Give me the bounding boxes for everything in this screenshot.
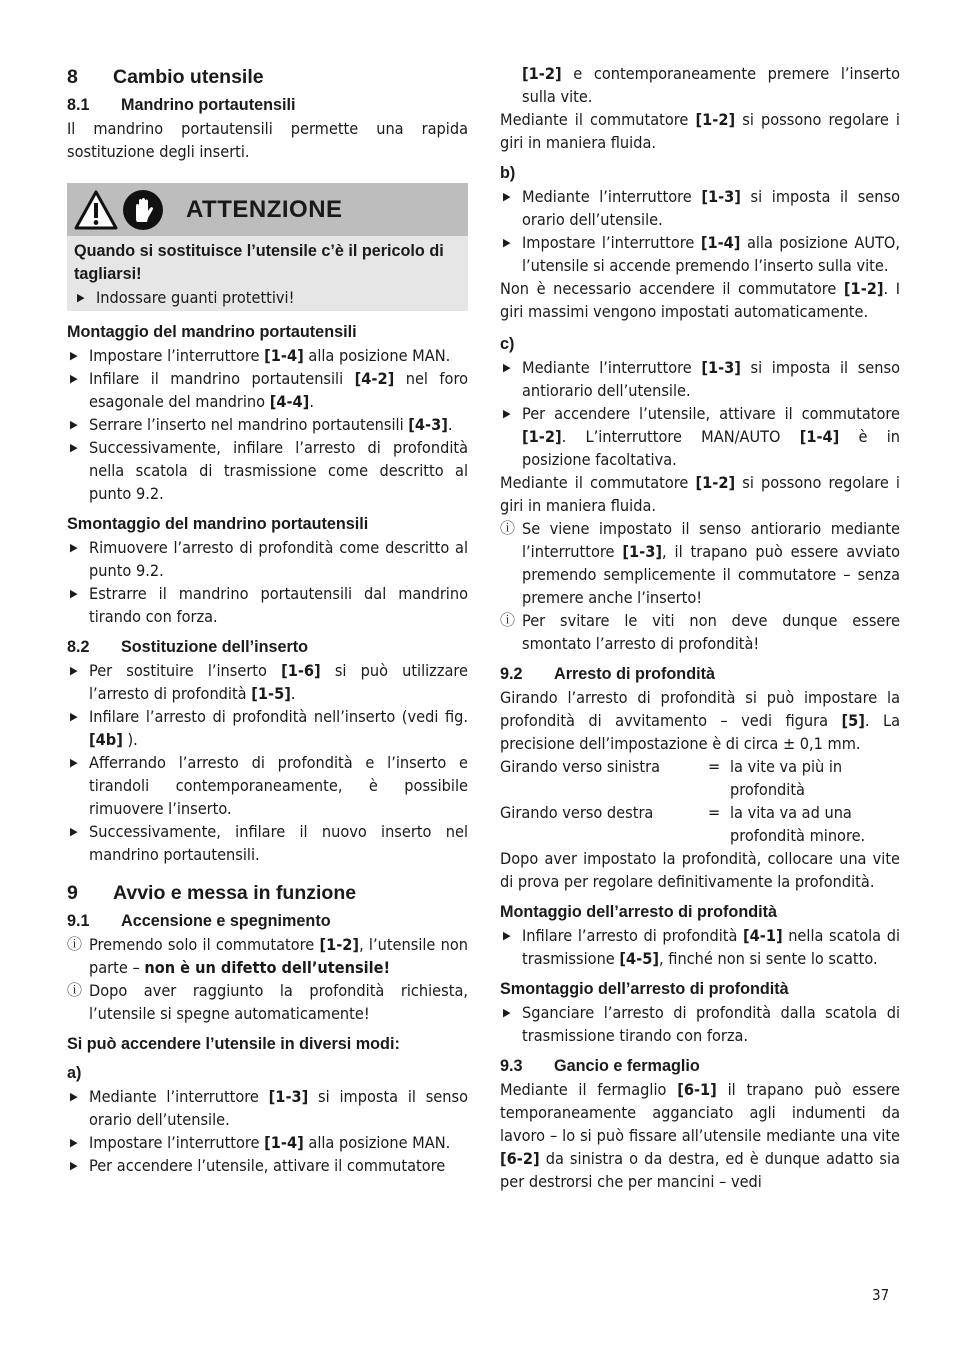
list-item: ▶ Afferrando l’arresto di profondità e l’inserto e tirandoli contemporaneamente, è possibile rimuovere l’inserto. xyxy=(67,751,468,820)
warning-bullet: ▶ Indossare guanti protettivi! xyxy=(74,286,462,309)
info-icon: ⓘ xyxy=(500,519,516,537)
mode-b-paragraph: Non è necessario accendere il commutatore [1-2]. I giri massimi vengono impostati automaticamente. xyxy=(500,279,900,321)
section-9-2-text: Girando l’arresto di profondità si può impostare la profondità di avvitamento – vedi figura [5]. La precisione dell’impostazione è di circa ± 0,1 mm. xyxy=(500,688,901,753)
info-note: ⓘ Premendo solo il commutatore [1-2], l’utensile non parte – non è un difetto dell’utensile! xyxy=(67,935,468,977)
list-item: ▶ Successivamente, infilare il nuovo inserto nel mandrino portautensili. xyxy=(67,820,468,866)
mount-chuck-title: Montaggio del mandrino portautensili xyxy=(67,323,357,341)
section-8-2-list xyxy=(67,659,468,866)
list-item: ▶ Successivamente, infilare l’arresto di profondità nella scatola di trasmissione come descritto al punto 9.2. xyxy=(67,436,468,505)
list-item: ▶ Mediante l’interruttore [1-3] si imposta il senso orario dell’utensile. xyxy=(67,1085,468,1131)
section-9-2-heading: 9.2 Arresto di profondità xyxy=(500,665,715,683)
list-item: ▶ Sganciare l’arresto di profondità dalla scatola di trasmissione tirando con forza. xyxy=(500,1001,900,1047)
list-item: ▶ Rimuovere l’arresto di profondità come descritto al punto 9.2. xyxy=(67,536,468,582)
mode-a-list xyxy=(67,1085,468,1177)
list-item: ▶ Impostare l’interruttore [1-4] alla posizione MAN. xyxy=(67,344,468,367)
mode-b-label: b) xyxy=(500,164,516,182)
list-item: ▶ Serrare l’inserto nel mandrino portautensili [4-3]. xyxy=(67,413,468,436)
modes-title: Si può accendere l’utensile in diversi modi: xyxy=(67,1035,400,1053)
warning-header xyxy=(67,183,468,236)
section-8-2-heading: 8.2 Sostituzione dell’inserto xyxy=(67,638,309,656)
section-8-1-heading: 8.1 Mandrino portautensili xyxy=(67,96,296,114)
mode-b-list xyxy=(500,185,900,277)
mode-a-label: a) xyxy=(67,1064,82,1082)
info-note: ⓘ Se viene impostato il senso antiorario mediante l’interruttore [1-3], il trapano può essere avviato premendo semplicemente il commutatore – senza premere anche l’inserto! xyxy=(500,519,900,607)
list-item: ▶ Per accendere l’utensile, attivare il commutatore xyxy=(67,1154,468,1177)
section-9-heading: 9 Avvio e messa in funzione xyxy=(67,882,357,904)
section-9-3-heading: 9.3 Gancio e fermaglio xyxy=(500,1057,700,1075)
list-item: ▶ Mediante l’interruttore [1-3] si imposta il senso antiorario dell’utensile. xyxy=(500,356,900,402)
list-item: ▶ Infilare l’arresto di profondità nell’inserto (vedi fig. [4b] ). xyxy=(67,705,468,751)
warning-triangle-icon xyxy=(74,190,118,230)
warning-box xyxy=(67,183,468,311)
section-9-3-text: Mediante il fermaglio [6-1] il trapano può essere temporaneamente agganciato agli indumenti da lavoro – lo si può fissare all’utensile mediante una vite [6-2] da sinistra o da destra, ed è dunque adatto sia per destrorsi che per mancini – vedi xyxy=(500,1080,900,1191)
page-number: 37 xyxy=(872,1286,890,1304)
mode-a-continued: [1-2] e contemporaneamente premere l’inserto sulla vite. xyxy=(522,64,900,106)
list-item: ▶ Infilare l’arresto di profondità [4-1] nella scatola di trasmissione [4-5], finché non si sente lo scatto. xyxy=(500,924,900,970)
mode-c-label: c) xyxy=(500,335,515,353)
list-item: ▶ Per sostituire l’inserto [1-6] si può utilizzare l’arresto di profondità [1-5]. xyxy=(67,659,468,705)
mount-depth-stop-title: Montaggio dell’arresto di profondità xyxy=(500,903,777,921)
left-column xyxy=(67,58,468,1177)
section-9-2-text-2: Dopo aver impostato la profondità, collocare una vite di prova per regolare definitivamente la profondità. xyxy=(500,849,900,891)
list-item: ▶ Impostare l’interruttore [1-4] alla posizione MAN. xyxy=(67,1131,468,1154)
list-item: ▶ Infilare il mandrino portautensili [4-2] nel foro esagonale del mandrino [4-4]. xyxy=(67,367,468,413)
right-column xyxy=(500,62,900,1193)
list-item: ▶ Impostare l’interruttore [1-4] alla posizione AUTO, l’utensile si accende premendo l’inserto sulla vite. xyxy=(500,231,900,277)
mount-chuck-list xyxy=(67,344,468,505)
unmount-chuck-title: Smontaggio del mandrino portautensili xyxy=(67,515,369,533)
info-note: ⓘ Per svitare le viti non deve dunque essere smontato l’arresto di profondità! xyxy=(500,611,900,653)
info-icon: ⓘ xyxy=(67,935,83,953)
unmount-depth-stop-title: Smontaggio dell’arresto di profondità xyxy=(500,980,789,998)
list-item: ▶ Estrarre il mandrino portautensili dal mandrino tirando con forza. xyxy=(67,582,468,628)
info-note: ⓘ Dopo aver raggiunto la profondità richiesta, l’utensile si spegne automaticamente! xyxy=(67,981,468,1023)
section-9-1-heading: 9.1 Accensione e spegnimento xyxy=(67,912,331,930)
mode-c-list xyxy=(500,356,900,471)
protective-gloves-icon xyxy=(122,189,164,231)
mode-a-paragraph: Mediante il commutatore [1-2] si possono regolare i giri in maniera fluida. xyxy=(500,110,900,152)
warning-title: ATTENZIONE xyxy=(186,195,343,223)
info-icon: ⓘ xyxy=(500,611,516,629)
list-item: ▶ Mediante l’interruttore [1-3] si imposta il senso orario dell’utensile. xyxy=(500,185,900,231)
warning-text: Quando si sostituisce l’utensile c’è il pericolo di tagliarsi! xyxy=(74,242,444,283)
section-8-heading: 8 Cambio utensile xyxy=(67,66,264,88)
list-item: ▶ Per accendere l’utensile, attivare il commutatore [1-2]. L’interruttore MAN/AUTO [1-4] è in posizione facoltativa. xyxy=(500,402,900,471)
info-icon: ⓘ xyxy=(67,981,83,999)
mode-c-paragraph: Mediante il commutatore [1-2] si possono regolare i giri in maniera fluida. xyxy=(500,473,900,515)
depth-direction-table: Girando verso sinistra = la vite va più in profondità Girando verso destra = la vita va ad una profondità minore. xyxy=(500,757,866,845)
unmount-chuck-list xyxy=(67,536,468,628)
section-8-1-text: Il mandrino portautensili permette una rapida sostituzione degli inserti. xyxy=(67,119,468,161)
